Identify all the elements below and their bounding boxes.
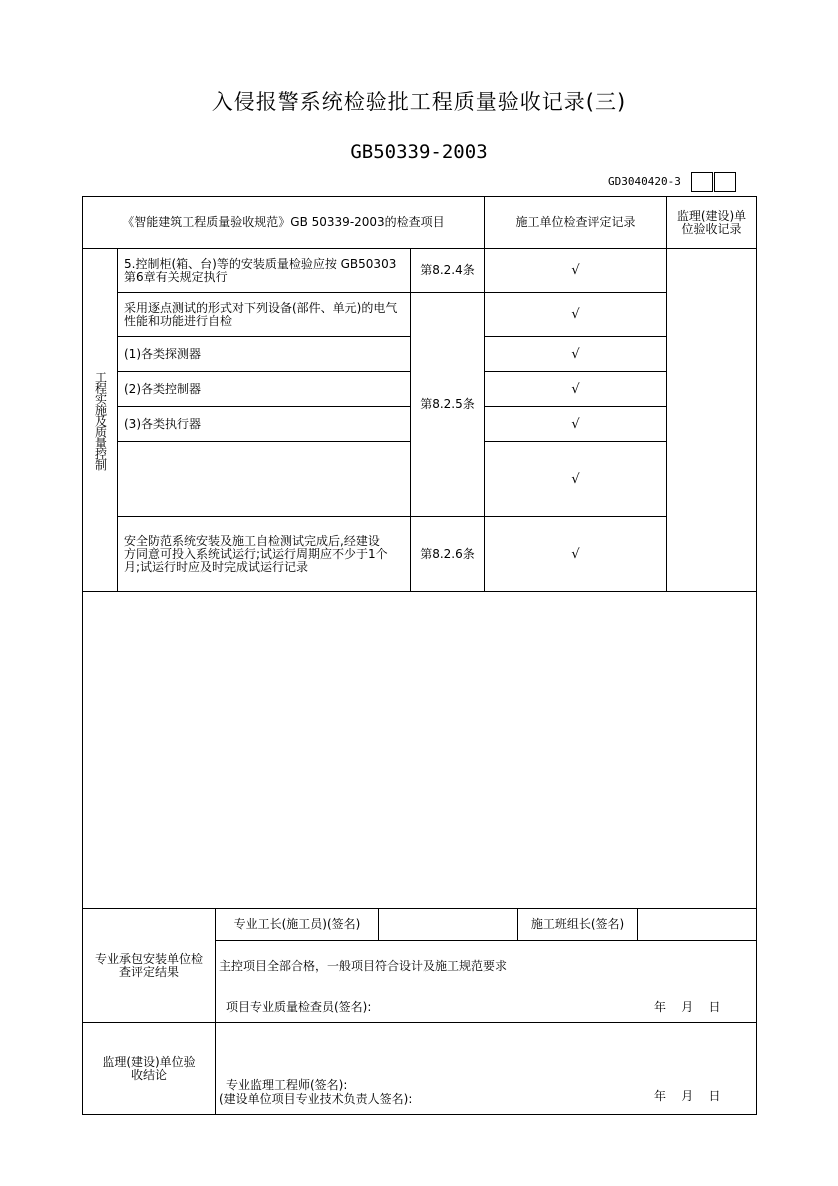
header-supervisor-record: 监理(建设)单位验收记录 [676,208,747,236]
standard-code: GB50339-2003 [350,141,488,163]
check-mark-row-6: √ [571,471,580,487]
supervisor-record-cell[interactable] [667,249,756,591]
supervisor-conclusion-label: 监理(建设)单位验收结论 [102,1054,196,1082]
item-row-5: (3)各类执行器 [124,416,201,431]
check-mark-row-7: √ [571,546,580,562]
quality-inspector-signature-label: 项目专业质量检查员(签名): [226,1000,372,1014]
contractor-conclusion: 主控项目全部合格，一般项目符合设计及施工规范要求 [219,959,508,973]
document-number: GD3040420-3 [608,175,681,188]
item-row-2: 采用逐点测试的形式对下列设备(部件、单元)的电气性能和功能进行自检 [124,300,398,328]
foreman-signature-label: 专业工长(施工员)(签名) [233,917,361,931]
item-row-1: 5.控制柜(箱、台)等的安装质量检验应按 GB50303第6章有关规定执行 [124,256,397,284]
blank-notes-area[interactable] [83,592,756,908]
contractor-result-label: 专业承包安装单位检查评定结果 [95,951,204,979]
contractor-date: 年 月 日 [654,1000,721,1014]
team-leader-signature-field[interactable] [638,909,756,940]
check-mark-row-3: √ [571,346,580,362]
header-contractor-record: 施工单位检查评定记录 [515,215,636,229]
clause-rows-2-6: 第8.2.5条 [420,397,475,411]
clause-row-7: 第8.2.6条 [420,546,475,561]
check-mark-row-4: √ [571,381,580,397]
doc-number-box-2[interactable] [714,172,736,192]
team-leader-signature-label: 施工班组长(签名) [530,917,625,931]
item-row-4: (2)各类控制器 [124,381,201,396]
header-check-items: 《智能建筑工程质量验收规范》GB 50339-2003的检查项目 [122,215,445,229]
check-mark-row-1: √ [571,263,580,278]
check-mark-row-2: √ [571,307,580,322]
supervisor-engineer-signature-label: 专业监理工程师(签名): [226,1078,348,1092]
item-row-6 [118,442,410,516]
doc-number-box-1[interactable] [691,172,713,192]
section-label-cell [83,249,117,591]
clause-row-1: 第8.2.4条 [420,263,475,277]
check-mark-row-5: √ [571,416,580,432]
owner-representative-signature-label: (建设单位项目专业技术负责人签名): [219,1092,413,1106]
supervisor-date: 年 月 日 [654,1089,721,1103]
item-row-3: (1)各类探测器 [124,346,201,361]
document-title: 入侵报警系统检验批工程质量验收记录(三) [211,90,627,114]
section-label: 工程实施及质量控制 [93,370,108,470]
item-row-7: 安全防范系统安装及施工自检测试完成后,经建设方同意可投入系统试运行;试运行周期应不少于1个月;试运行时应及时完成试运行记录 [124,533,388,574]
foreman-signature-field[interactable] [379,909,517,940]
